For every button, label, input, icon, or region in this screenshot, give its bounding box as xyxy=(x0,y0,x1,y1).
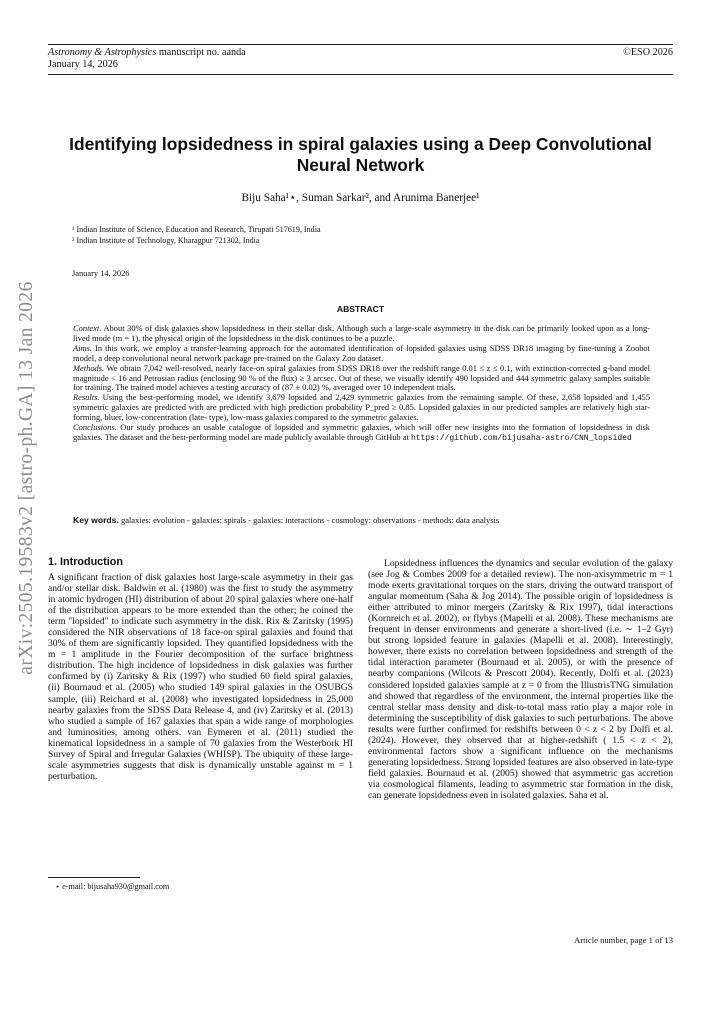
running-header xyxy=(48,44,673,75)
affiliation-1: ¹ Indian Institute of Science, Education and Research, Tirupati 517619, India xyxy=(72,225,321,234)
section-heading: 1. Introduction xyxy=(48,556,123,568)
abstract-context xyxy=(73,324,650,344)
conclusions-label: Conclusions. xyxy=(73,422,117,433)
abstract-aims xyxy=(73,344,650,364)
intro-paragraph-left: A significant fraction of disk galaxies host large-scale asymmetry in their gas and/or stellar disk. Baldwin et al. (1980) was the first to study the asymmetry in atomic hydrogen (HI) distribution of about 20 spiral galaxies where one-half of the distribution appears to be more extended than the other; he coined the term "lopsided" to indicate such asymmetry in the disk. Rix & Zaritsky (1995) considered the NIR observations of 18 face-on spiral galaxies and found that 30% of them are significantly lopsided. They quantified lopsidedness with the m = 1 amplitude in the Fourier decomposition of the surface brightness distribution. The high incidence of lopsidedness in disk galaxies was further confirmed by (i) Zaritsky & Rix (1997) who studied 60 field spiral galaxies, (ii) Bournaud et al. (2005) who studied 149 spiral galaxies in the OSUBGS sample, (iii) Reichard et al. (2008) who investigated lopsidedness in 25,000 nearby galaxies from the SDSS Data Release 4, and (iv) Zaritsky et al. (2013) who studied a sample of 167 galaxies that span a wide range of morphologies and luminosities, among others. van Eymeren et al. (2011) studied the kinematical lopsidedness in a sample of 70 galaxies from the Westerbork HI Survey of Spiral and Irregular Galaxies (WHISP). The ubiquity of these large-scale asymmetries suggests that disk is dynamically unstable against m = 1 perturbation. xyxy=(48,572,353,782)
affiliations xyxy=(72,225,321,246)
github-link[interactable]: https://github.com/bijusaha-astro/CNN_lopsided xyxy=(410,433,632,443)
arxiv-stamp-text: arXiv:2505.19583v2 [astro-ph.GA] 13 Jan 2026 xyxy=(16,281,37,675)
context-label: Context. xyxy=(73,323,102,333)
footnote-email: ⋆ e-mail: bijusaha930@gmail.com xyxy=(55,882,170,891)
paper-title: Identifying lopsidedness in spiral galaxies using a Deep Convolutional Neural Network xyxy=(69,134,652,175)
keywords-text: galaxies: evolution - galaxies: spirals - galaxies: interactions - cosmology: observations - methods: data analysis xyxy=(118,515,500,525)
left-column xyxy=(48,572,353,782)
received-date: January 14, 2026 xyxy=(72,269,130,278)
keywords-label: Key words. xyxy=(73,515,119,525)
context-text: About 30% of disk galaxies show lopsidedness in their stellar disk. Although such a large-scale asymmetry in the disk can be primarily looked upon as a long-lived mode (m = 1), the physical origin of the lopsidedness in the disk continues to be a puzzle. xyxy=(73,323,650,343)
aims-label: Aims. xyxy=(73,342,92,353)
arxiv-stamp xyxy=(2,268,52,688)
header-date: January 14, 2026 xyxy=(48,59,118,70)
results-text: Using the best-performing model, we identify 3,679 lopsided and 2,429 symmetric galaxies from the remaining sample. Of these, 2,658 lopsided and 1,455 symmetric galaxies are predicted with are predicted with high prediction probability P_pred ≥ 0.85. Lopsided galaxies in our predicted samples are relatively high star-forming, bluer, low-concentration (late- type), low-mass galaxies compared to the symmetric galaxies. xyxy=(73,392,650,423)
keywords xyxy=(73,515,653,525)
footnote-rule xyxy=(48,877,140,878)
abstract-body xyxy=(73,324,650,444)
header-manuscript-line xyxy=(48,47,673,59)
aims-text: In this work, we employ a transfer-learning approach for the automated identification of lopsided galaxies using SDSS DR18 imaging by fine-tuning a Zoobot model, a deep convolutional neural network package pre-trained on the Galaxy Zoo dataset. xyxy=(73,342,650,363)
results-label: Results. xyxy=(73,392,100,403)
right-column xyxy=(368,558,673,801)
abstract-methods xyxy=(73,364,650,394)
manuscript-number: manuscript no. aanda xyxy=(156,47,246,58)
methods-text: We obtain 7,042 well-resolved, nearly face-on spiral galaxies from SDSS DR18 over the redshift range 0.01 ≤ z ≤ 0.1, with extinction-corrected g-band model magnitude < 16 and Petrosian radius (enclosing 90 % of the flux) ≥ 3 arcsec. Out of these, we visually identify 490 lopsided and 444 symmetric galaxy samples suitable for training. The trained model achieves a testing accuracy of (87 ± 0.02) %, averaged over 10 independent trials. xyxy=(73,362,650,393)
journal-name: Astronomy & Astrophysics xyxy=(48,47,157,58)
page-footer: Article number, page 1 of 13 xyxy=(574,935,673,945)
affiliation-2: ² Indian Institute of Technology, Kharagpur 721302, India xyxy=(72,235,260,245)
author-list: Biju Saha¹⋆, Suman Sarkar², and Arunima Banerjee¹ xyxy=(241,192,480,204)
abstract-conclusions xyxy=(73,423,650,444)
methods-label: Methods. xyxy=(73,362,105,373)
abstract-heading: ABSTRACT xyxy=(336,304,385,314)
conclusions-text: Our study produces an usable catalogue of lopsided and symmetric galaxies, which will offer new insights into the formation of lopsidedness in disk galaxies. The dataset and the best-performing model are made publicly available through GitHub at xyxy=(73,422,650,442)
abstract-results xyxy=(73,393,650,423)
header-copyright: ©ESO 2026 xyxy=(623,47,673,58)
intro-paragraph-right: Lopsidedness influences the dynamics and secular evolution of the galaxy (see Jog & Combes 2009 for a detailed review). The non-axisymmetric m = 1 mode exerts gravitational torques on the stars, driving the outward transport of angular momentum (Saha & Jog 2014). The possible origin of lopsidedness is either attributed to minor mergers (Zaritsky & Rix 1997), tidal interactions (Kornreich et al. 2002), or flybys (Mapelli et al. 2008). These mechanisms are frequent in denser environments and generate a short-lived (i.e. ∼ 1–2 Gyr) but strong lopsided feature in galaxies (Mapelli et al. 2008). Interestingly, however, there exists no correlation between lopsidedness and strength of the tidal interaction parameter (Bournaud et al. 2005), or with the presence of nearby companions (Wilcots & Prescott 2004). Recently, Dolfi et al. (2023) considered lopsided galaxies sample at z = 0 from the IllustrisTNG simulation and showed that regardless of the environment, the internal properties like the central stellar mass density and disk-to-total mass ratio play a major role in determining the susceptibility of disk galaxies to such perturbations. The above results were further confirmed for redshifts between 0 < z < 2 by Dolfi et al. (2024). However, they observed that at higher-redshift ( 1.5 < z < 2), environmental factors show a significant influence on the mechanisms generating lopsidedness. Strong lopsided features are also observed in late-type field galaxies. Bournaud et al. (2005) showed that asymmetric gas accretion via cosmological filaments, leading to asymmetric star formation in the disk, can generate lopsidedness even in isolated galaxies. Saha et al. xyxy=(368,558,673,801)
